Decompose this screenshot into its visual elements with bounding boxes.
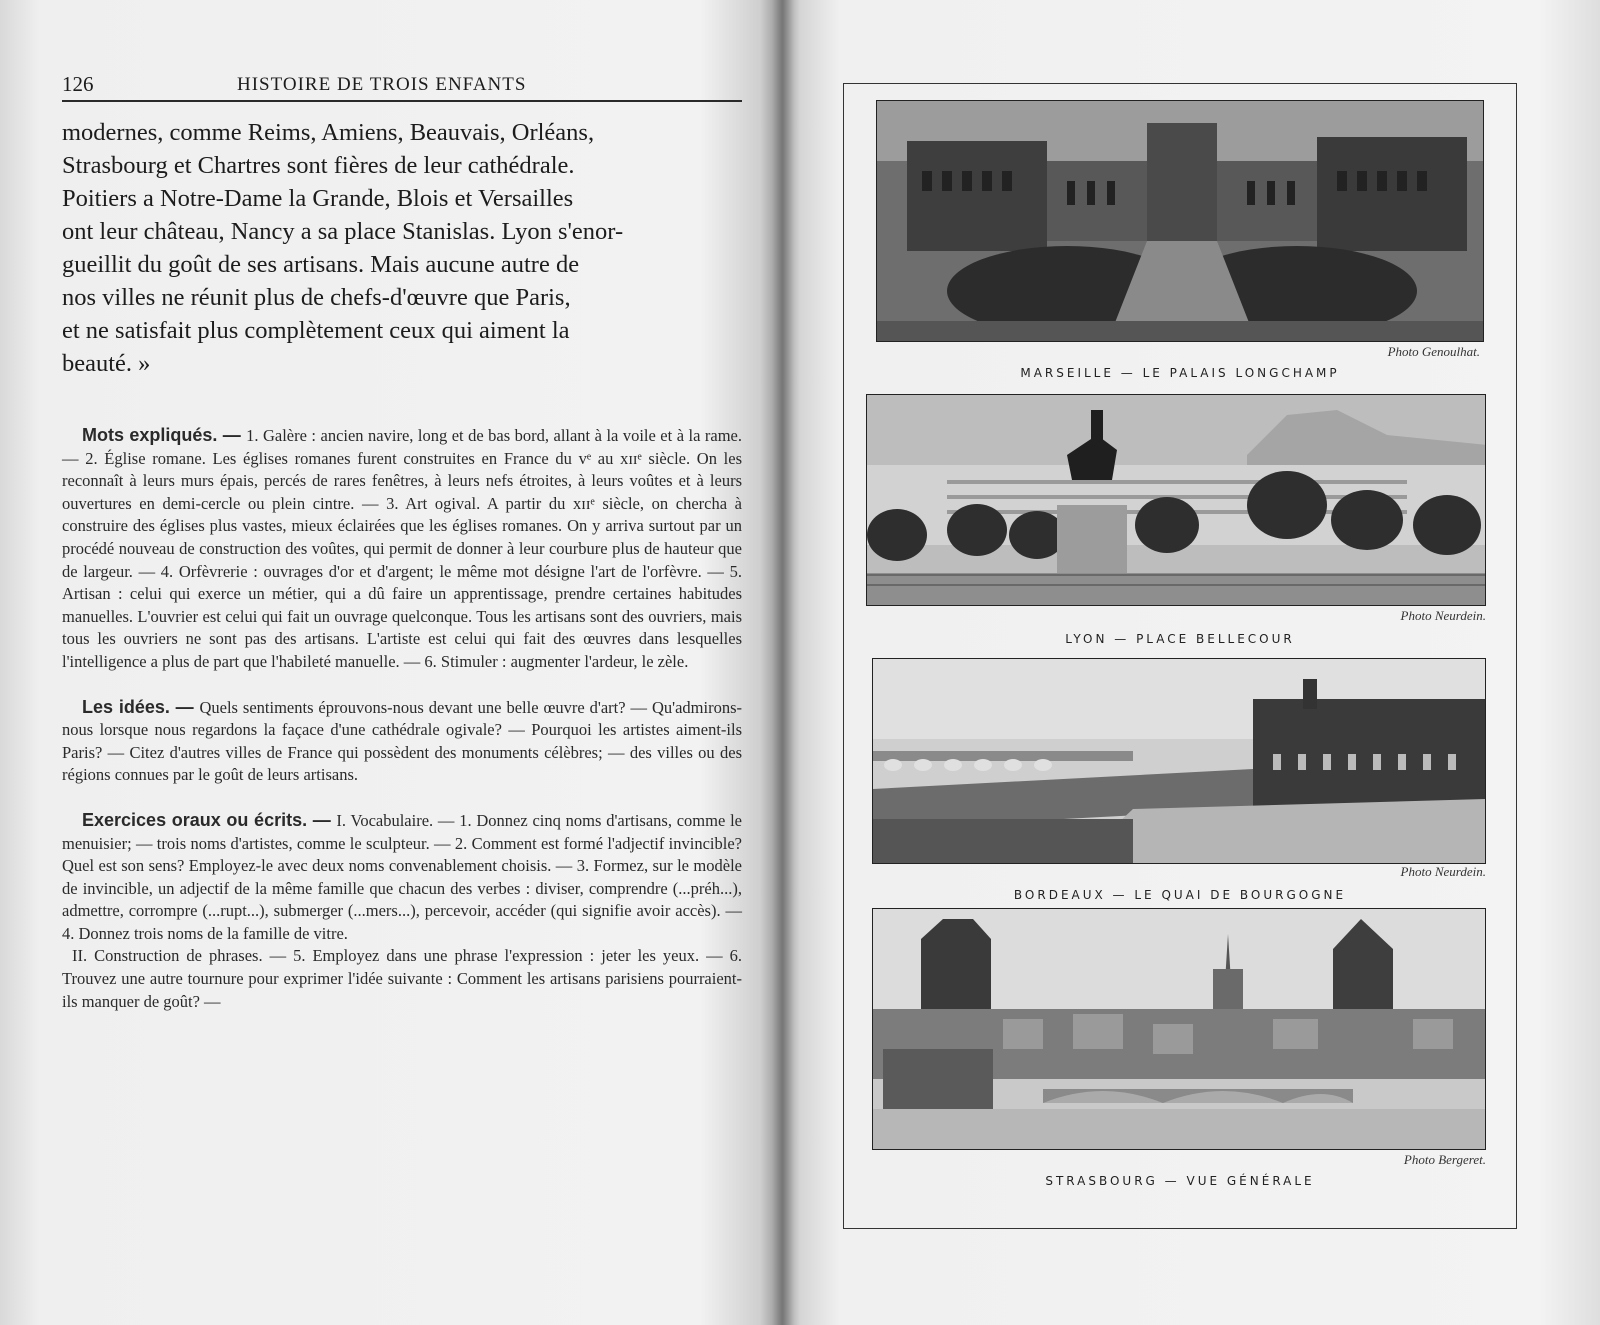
plate-bordeaux — [844, 658, 1516, 918]
exercices-text-2: II. Construction de phrases. — 5. Employez dans une phrase l'expression : jeter les yeux. — 6. Trouvez une autre tournure pour exprimer l'idée suivante : Comment les artisans parisiens pourraient-ils manquer de goût? — — [62, 946, 742, 1011]
les-idees-text: Quels sentiments éprouvons-nous devant une belle œuvre d'art? — Qu'admirons-nous lorsque nous regardons la façace d'une cathédrale ogivale? — Pourquoi les artistes aiment-ils Paris? — Citez d'autres villes de France qui possèdent des monuments célèbres; — des villes ou des régions connues par le goût de leurs artisans. — [62, 697, 742, 785]
paragraph-line: Poitiers a Notre-Dame la Grande, Blois et Versailles — [62, 185, 574, 212]
photo-palais-longchamp — [876, 100, 1484, 342]
place-bellecour-illustration — [867, 395, 1486, 606]
page-number: 126 — [62, 72, 94, 96]
photo-credit: Photo Neurdein. — [1400, 864, 1486, 879]
illustration-frame — [843, 83, 1517, 1229]
main-paragraph — [62, 116, 742, 380]
mots-expliques-section — [62, 424, 742, 674]
mots-expliques-text: 1. Galère : ancien navire, long et de bas bord, allant à la voile et à la rame. — 2. Église romane. Les églises romanes furent construites en France du vᵉ au xɪɪᵉ siècle. On les reconnaît à leurs murs épais, percés de rares fenêtres, à leurs nefs étroites, à leurs voûtes et à leurs ouvertures en demi-cercle ou plein cintre. — 3. Art ogival. A partir du xɪɪᵉ siècle, on chercha à construire des églises plus vastes, mieux éclairées que les églises romanes. On y arriva surtout par un procédé nouveau de construction des voûtes, qui permit de donner à leur courbure plus de hauteur que de largeur. — 4. Orfèvrerie : ouvrages d'or et d'argent; le même mot désigne l'art de l'orfèvre. — 5. Artisan : celui qui exerce un métier, qui a dû faire un apprentissage, prendre certaines habitudes manuelles. L'ouvrier est celui qui fait un ouvrage quelconque. Tous les artisans sont des ouvriers, mais tous les ouvriers ne sont pas des artisans. L'artiste est celui qui fait des œuvres dans lesquelles l'intelligence a plus de part que l'habileté manuelle. — 6. Stimuler : augmenter l'ardeur, le zèle. — [62, 426, 743, 671]
exercices-section — [62, 809, 742, 1013]
photo-caption: BORDEAUX — LE QUAI DE BOURGOGNE — [1013, 888, 1347, 902]
plate-lyon — [844, 394, 1516, 654]
book-gutter — [772, 0, 794, 1325]
strasbourg-illustration — [873, 909, 1486, 1150]
plate-marseille — [844, 100, 1516, 382]
les-idees-section — [62, 696, 742, 787]
plate-strasbourg — [844, 908, 1516, 1198]
paragraph-line: et ne satisfait plus complètement ceux qui aiment la — [62, 317, 570, 344]
paragraph-line: beauté. » — [62, 350, 151, 377]
palais-longchamp-illustration — [877, 101, 1484, 342]
running-head — [62, 68, 742, 102]
paragraph-line: Strasbourg et Chartres sont fières de leur cathédrale. — [62, 152, 575, 179]
photo-credit: Photo Bergeret. — [1403, 1152, 1486, 1167]
paragraph-line: nos villes ne réunit plus de chefs-d'œuvre que Paris, — [62, 284, 571, 311]
photo-place-bellecour — [866, 394, 1486, 606]
paragraph-line: ont leur château, Nancy a sa place Stanislas. Lyon s'enor- — [62, 218, 624, 245]
photo-quai-de-bourgogne — [872, 658, 1486, 864]
photo-caption: STRASBOURG — VUE GÉNÉRALE — [1045, 1174, 1315, 1188]
mots-expliques-heading: Mots expliqués. — — [82, 425, 247, 445]
photo-credit: Photo Genoulhat. — [1387, 344, 1480, 359]
photo-credit: Photo Neurdein. — [1400, 608, 1486, 623]
photo-strasbourg-vue-generale — [872, 908, 1486, 1150]
left-page — [62, 68, 742, 1248]
header-title: HISTOIRE DE TROIS ENFANTS — [237, 74, 527, 95]
photo-caption: LYON — PLACE BELLECOUR — [1065, 632, 1295, 646]
paragraph-line: gueillit du goût de ses artisans. Mais aucune autre de — [62, 251, 580, 278]
les-idees-heading: Les idées. — — [82, 696, 200, 717]
exercices-text: I. Vocabulaire. — 1. Donnez cinq noms d'artisans, comme le menuisier; — trois noms d'artistes, comme le sculpteur. — 2. Comment est formé l'adjectif invincible? Quel est son sens? Employez-le avec deux noms convenablement choisis. — 3. Formez, sur le modèle de invincible, un adjectif de la même famille que chacun des verbes : diviser, comprendre (...préh...), admettre, corrompre (...rupt...), submerger (...mers...), percevoir, accéder (qui signifie avoir accès). — 4. Donnez trois noms de la famille de vitre. — [62, 810, 742, 943]
exercices-heading: Exercices oraux ou écrits. — — [82, 809, 337, 830]
paragraph-line: modernes, comme Reims, Amiens, Beauvais, Orléans, — [62, 119, 595, 146]
photo-caption: MARSEILLE — LE PALAIS LONGCHAMP — [1020, 366, 1340, 380]
quai-de-bourgogne-illustration — [873, 659, 1486, 864]
